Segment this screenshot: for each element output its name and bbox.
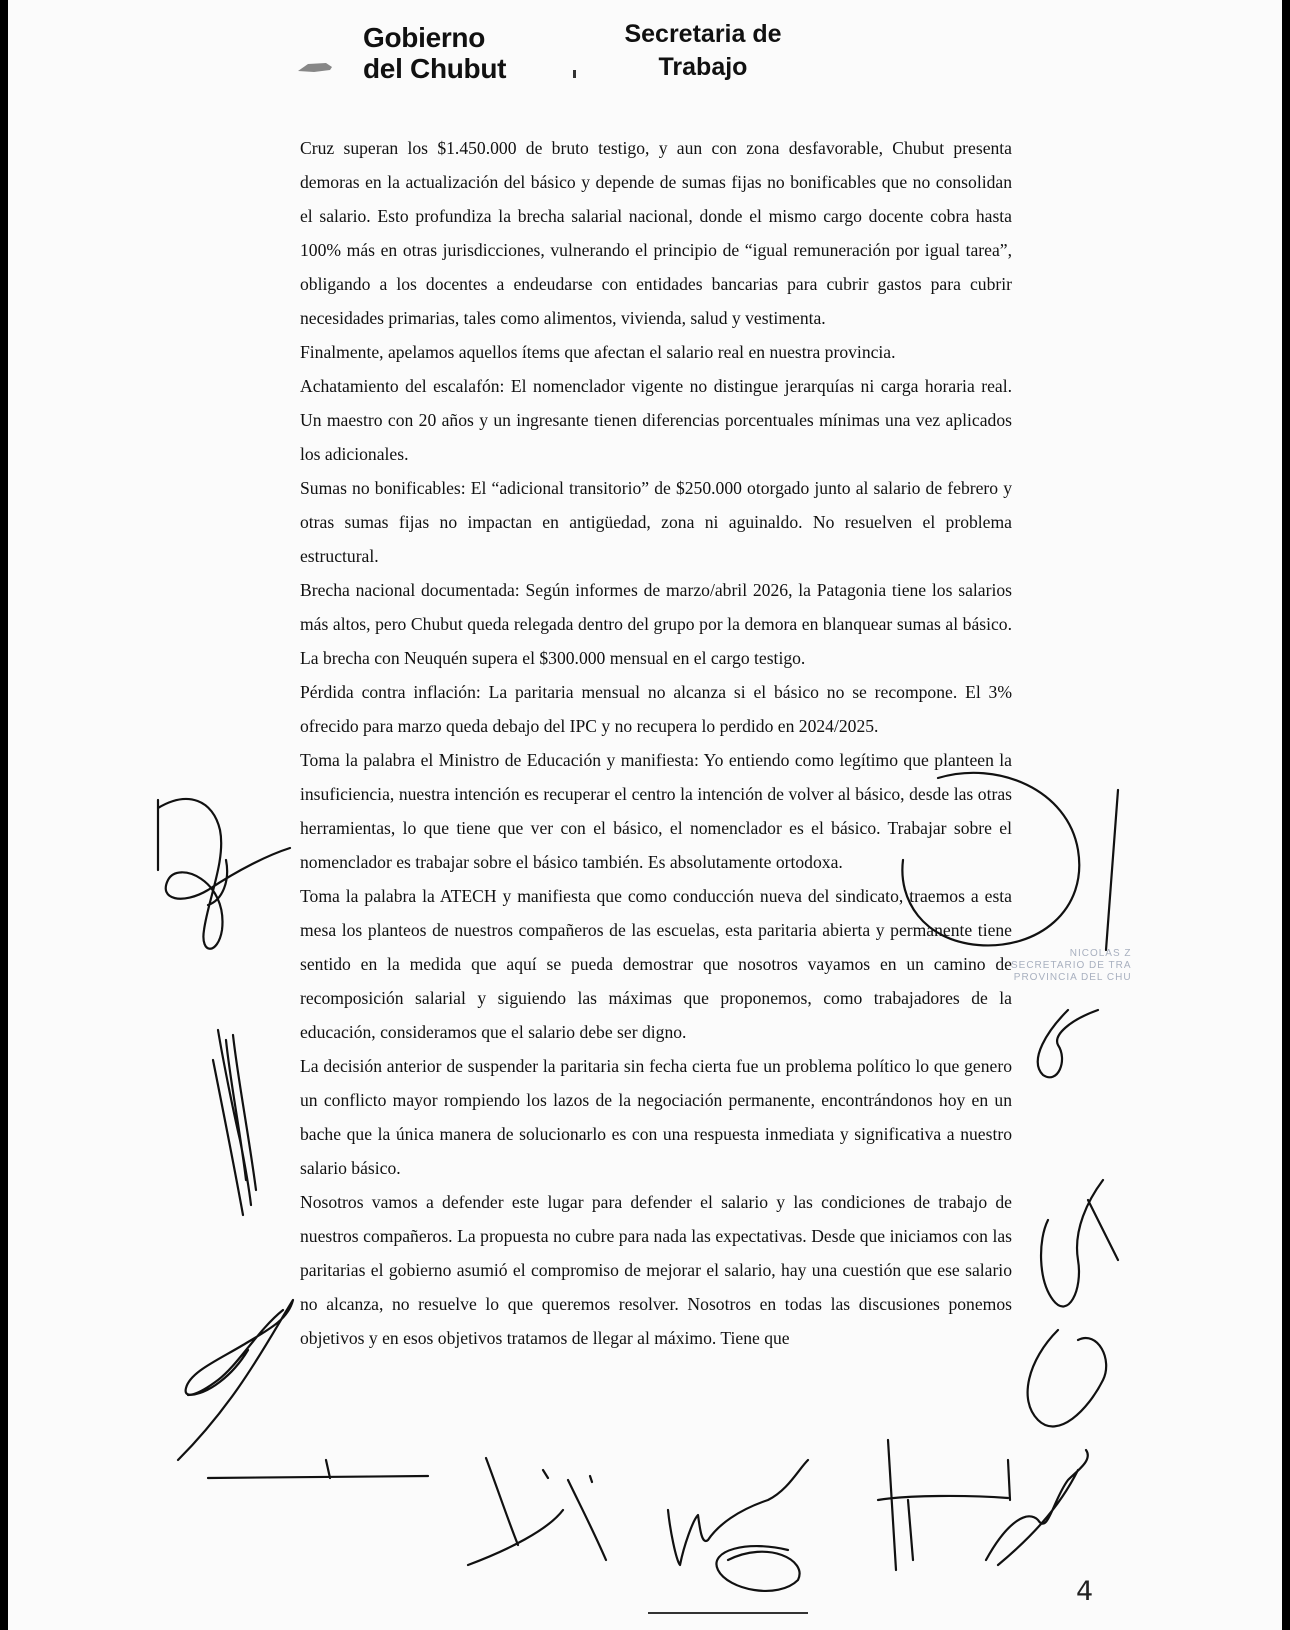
government-logo-icon [296,60,336,74]
department-name-line1: Secretaria de [624,20,782,48]
department-name-line2: Trabajo [658,53,748,81]
paragraph: Toma la palabra el Ministro de Educación y manifiesta: Yo entiendo como legítimo que planteen la insuficiencia, nuestra intención es recuperar el centro la intención de volver al básico, desde las otras herramientas, lo que tiene que ver con el básico, el nomenclador es el básico. Trabajar sobre el nomenclador es trabajar sobre el básico también. Es absolutamente ortodoxa. [300,750,1012,872]
signature-right-loop [1038,1010,1098,1077]
department-name [608,18,798,84]
page-number: 4 [1076,1576,1094,1607]
signature-left-top [158,799,290,949]
header-divider [573,70,576,78]
official-stamp [1011,948,1132,984]
document-body [300,131,1012,1355]
paragraph: Cruz superan los $1.450.000 de bruto testigo, y aun con zona desfavorable, Chubut presenta demoras en la actualización del básico y depende de sumas fijas no bonificables que no consolidan el salario. Esto profundiza la brecha salarial nacional, donde el mismo cargo docente cobra hasta 100% más en otras jurisdicciones, vulnerando el principio de “igual remuneración por igual tarea”, obligando a los docentes a endeudarse con entidades bancarias para cubrir gastos para cubrir necesidades primarias, tales como alimentos, vivienda, salud y vestimenta. [300,138,1012,328]
page-bottom-rule [648,1612,808,1614]
org-name-line1: Gobierno [363,22,486,53]
org-name-line2: del Chubut [363,53,507,84]
document-page [8,0,1282,1630]
signature-underline-left [208,1460,428,1478]
stamp-line: PROVINCIA DEL CHU [1013,972,1132,983]
signature-bottom-1 [468,1458,606,1565]
signature-bottom-2 [668,1460,808,1591]
paragraph: Sumas no bonificables: El “adicional transitorio” de $250.000 otorgado junto al salario de febrero y otras sumas fijas no impactan en antigüedad, zona ni aguinaldo. No resuelven el problema estructural. [300,478,1012,566]
paragraph: Nosotros vamos a defender este lugar para defender el salario y las condiciones de trabajo de nuestros compañeros. La propuesta no cubre para nada las expectativas. Desde que iniciamos con las paritarias el gobierno asumió el compromiso de mejorar el salario, hay una cuestión que ese salario no alcanza, no resuelve lo que queremos resolver. Nosotros en todas las discusiones ponemos objetivos y en esos objetivos tratamos de llegar al máximo. Tiene que [300,1192,1012,1348]
stamp-line: NICOLAS Z [1069,948,1132,959]
paragraph: Achatamiento del escalafón: El nomenclador vigente no distingue jerarquías ni carga horaria real. Un maestro con 20 años y un ingresante tienen diferencias porcentuales mínimas una vez aplicados los adicionales. [300,376,1012,464]
stamp-line: SECRETARIO DE TRA [1011,960,1132,971]
signature-right-vertical [1106,790,1118,950]
paragraph: Finalmente, apelamos aquellos ítems que afectan el salario real en nuestra provincia. [300,342,896,362]
org-name [363,22,506,84]
signature-bottom-4 [986,1450,1088,1565]
signature-left-middle [213,1030,256,1215]
paragraph: Toma la palabra la ATECH y manifiesta que como conducción nueva del sindicato, traemos a esta mesa los planteos de nuestros compañeros de las escuelas, esta paritaria abierta y permanente tiene sentido en la medida que aquí se pueda demostrar que nosotros vayamos en un camino de recomposición salarial y siguiendo las máximas que proponemos, como trabajadores de la educación, consideramos que el salario debe ser digno. [300,886,1012,1042]
paragraph: La decisión anterior de suspender la paritaria sin fecha cierta fue un problema político lo que genero un conflicto mayor rompiendo los lazos de la negociación permanente, encontrándonos hoy en un bache que la única manera de solucionarlo es con una respuesta inmediata y significativa a nuestro salario básico. [300,1056,1012,1178]
signature-bottom-3 [878,1440,1008,1570]
signature-right-bottom [1028,1180,1118,1426]
paragraph: Brecha nacional documentada: Según informes de marzo/abril 2026, la Patagonia tiene los salarios más altos, pero Chubut queda relegada dentro del grupo por la demora en blanquear sumas al básico. La brecha con Neuquén supera el $300.000 mensual en el cargo testigo. [300,580,1012,668]
signature-left-bottom [178,1300,293,1460]
paragraph: Pérdida contra inflación: La paritaria mensual no alcanza si el básico no se recompone. El 3% ofrecido para marzo queda debajo del IPC y no recupera lo perdido en 2024/2025. [300,682,1012,736]
